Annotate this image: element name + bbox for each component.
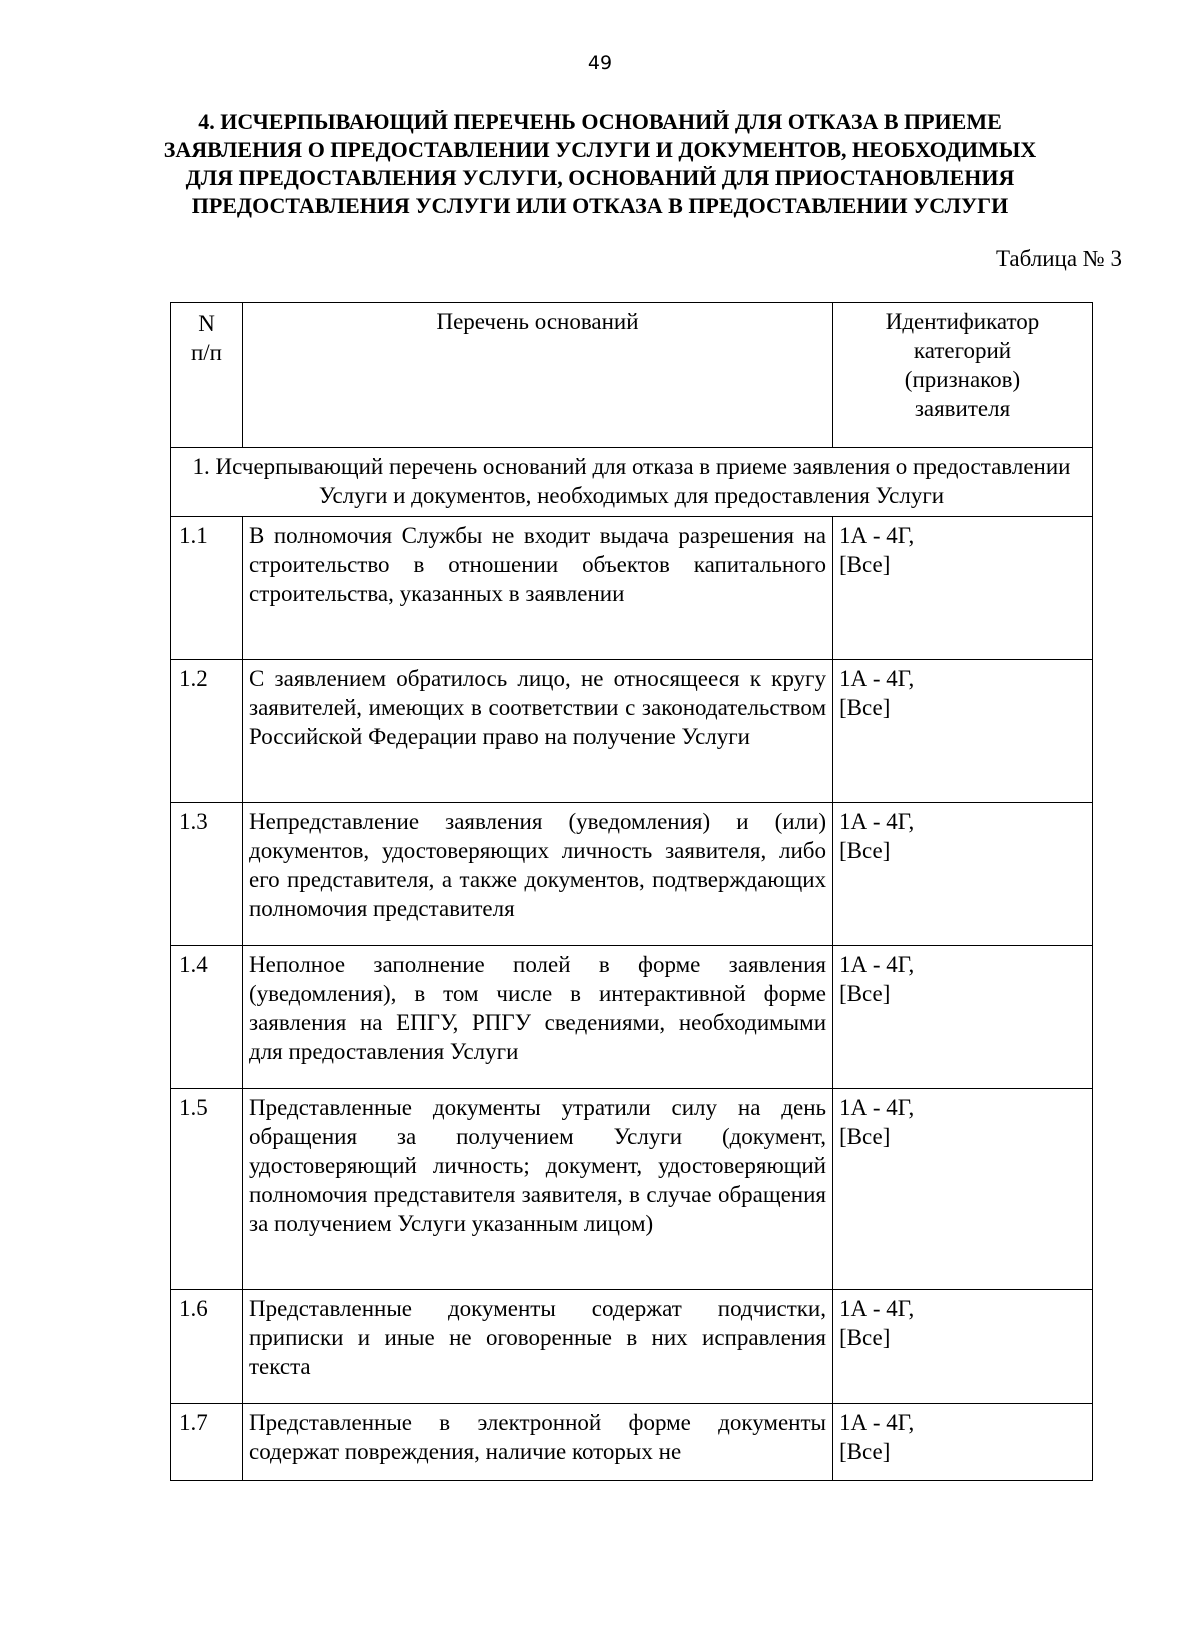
header-identifier-line: категорий [913,338,1012,363]
row-identifier [833,1290,1093,1404]
row-grounds-text: Представленные в электронной форме документы содержат повреждения, наличие которых не [243,1404,833,1481]
table-row [171,1290,1093,1404]
heading-line: ДЛЯ ПРЕДОСТАВЛЕНИЯ УСЛУГИ, ОСНОВАНИЙ ДЛЯ ПРИОСТАНОВЛЕНИЯ [185,165,1015,190]
table-row [171,803,1093,946]
header-number-line: п/п [190,340,222,365]
row-number: 1.5 [171,1089,243,1290]
row-identifier-line: [Все] [839,695,891,720]
heading-line: ЗАЯВЛЕНИЯ О ПРЕДОСТАВЛЕНИИ УСЛУГИ И ДОКУМЕНТОВ, НЕОБХОДИМЫХ [163,137,1037,162]
row-number: 1.2 [171,660,243,803]
row-identifier-line: 1А - 4Г, [839,809,915,834]
row-identifier-line: 1А - 4Г, [839,523,915,548]
row-number: 1.7 [171,1404,243,1481]
page-number: 49 [587,52,613,74]
row-identifier [833,1089,1093,1290]
row-identifier-line: [Все] [839,1439,891,1464]
row-identifier [833,803,1093,946]
row-grounds-text: Представленные документы содержат подчистки, приписки и иные не оговоренные в них исправления текста [243,1290,833,1404]
row-identifier [833,1404,1093,1481]
row-number: 1.3 [171,803,243,946]
row-grounds-text: Непредставление заявления (уведомления) и (или) документов, удостоверяющих личность заявителя, либо его представителя, а также документов, подтверждающих полномочия представителя [243,803,833,946]
header-grounds-cell: Перечень оснований [243,303,833,448]
row-identifier-line: 1А - 4Г, [839,1410,915,1435]
row-number: 1.6 [171,1290,243,1404]
header-identifier-line: заявителя [914,396,1011,421]
row-grounds-text: Неполное заполнение полей в форме заявления (уведомления), в том числе в интерактивной форме заявления на ЕПГУ, РПГУ сведениями, необходимыми для предоставления Услуги [243,946,833,1089]
table-caption: Таблица № 3 [995,246,1122,271]
heading-line: ПРЕДОСТАВЛЕНИЯ УСЛУГИ ИЛИ ОТКАЗА В ПРЕДОСТАВЛЕНИИ УСЛУГИ [191,193,1009,218]
row-identifier-line: [Все] [839,1124,891,1149]
row-identifier-line: [Все] [839,552,891,577]
table-row [171,660,1093,803]
row-identifier-line: 1А - 4Г, [839,1296,915,1321]
row-identifier-line: [Все] [839,1325,891,1350]
section-heading [120,108,1080,220]
heading-line: 4. ИСЧЕРПЫВАЮЩИЙ ПЕРЕЧЕНЬ ОСНОВАНИЙ ДЛЯ ОТКАЗА В ПРИЕМЕ [198,109,1002,134]
header-identifier-line: (признаков) [904,367,1021,392]
row-grounds-text: С заявлением обратилось лицо, не относящееся к кругу заявителей, имеющих в соответствии с законодательством Российской Федерации право на получение Услуги [243,660,833,803]
table-row [171,1404,1093,1481]
grounds-table [170,302,1093,1481]
row-identifier [833,517,1093,660]
table-row [171,1089,1093,1290]
row-identifier-line: 1А - 4Г, [839,1095,915,1120]
row-identifier-line: [Все] [839,838,891,863]
header-number-cell [171,303,243,448]
header-identifier-cell [833,303,1093,448]
table-row [171,946,1093,1089]
row-grounds-text: Представленные документы утратили силу на день обращения за получением Услуги (документ, удостоверяющий личность; документ, удостоверяющий полномочия представителя заявителя, в случае обращения за получением Услуги указанным лицом) [243,1089,833,1290]
table-header-row [171,303,1093,448]
row-identifier-line: 1А - 4Г, [839,666,915,691]
row-identifier-line: 1А - 4Г, [839,952,915,977]
row-identifier-line: [Все] [839,981,891,1006]
header-number-line: N [198,311,215,336]
row-identifier [833,660,1093,803]
table-row [171,517,1093,660]
row-number: 1.1 [171,517,243,660]
section-row [171,448,1093,517]
row-number: 1.4 [171,946,243,1089]
row-grounds-text: В полномочия Службы не входит выдача разрешения на строительство в отношении объектов капитального строительства, указанных в заявлении [243,517,833,660]
row-identifier [833,946,1093,1089]
header-identifier-line: Идентификатор [885,309,1040,334]
section-title: 1. Исчерпывающий перечень оснований для отказа в приеме заявления о предоставлении Услуги и документов, необходимых для предоставления Услуги [171,448,1093,517]
